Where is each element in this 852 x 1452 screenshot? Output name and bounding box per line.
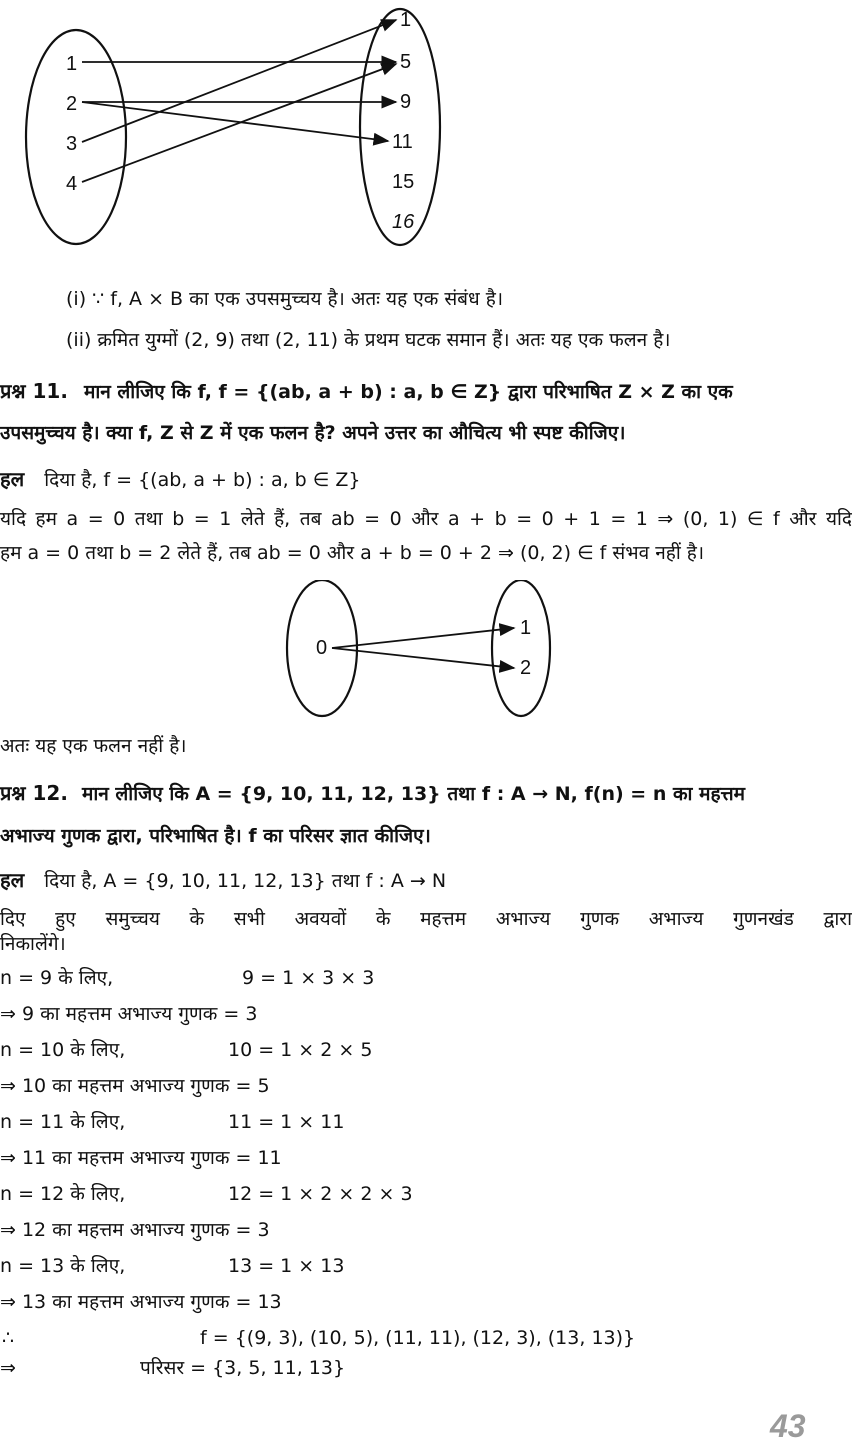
q11-conclusion: अतः यह एक फलन नहीं है।	[0, 735, 187, 757]
q11-line2: उपसमुच्चय है। क्या f, Z से Z में एक फलन है? अपने उत्तर का औचित्य भी स्पष्ट कीजिए।	[0, 422, 626, 444]
q12-sol-text1: दिए हुए समुच्चय के सभी अवयवों के महत्तम अभाज्य गुणक अभाज्य गुणनखंड द्वारा	[0, 908, 852, 930]
step-result: ⇒ 11 का महत्तम अभाज्य गुणक = 11	[0, 1147, 282, 1169]
q12-sol-text2: निकालेंगे।	[0, 933, 66, 955]
q11-text-1: मान लीजिए कि f, f = {(ab, a + b) : a, b ∈ Z} द्वारा परिभाषित Z × Z का एक	[83, 381, 733, 403]
q11-label: प्रश्न 11.	[0, 379, 68, 403]
set-b-ellipse	[360, 9, 440, 245]
step-factor: 12 = 1 × 2 × 2 × 3	[228, 1183, 413, 1205]
right-elem: 16	[392, 211, 415, 233]
final-function: f = {(9, 3), (10, 5), (11, 11), (12, 3), (13, 13)}	[200, 1327, 636, 1349]
step-result: ⇒ 12 का महत्तम अभाज्य गुणक = 3	[0, 1219, 270, 1241]
step-case: n = 10 के लिए,	[0, 1039, 126, 1061]
right-elem: 1	[400, 9, 412, 31]
q11-sol-line2: हम a = 0 तथा b = 2 लेते हैं, तब ab = 0 और a + b = 0 + 2 ⇒ (0, 2) ∈ f संभव नहीं है।	[0, 542, 705, 564]
domain-elem: 0	[316, 637, 328, 659]
step-result: ⇒ 13 का महत्तम अभाज्य गुणक = 13	[0, 1291, 282, 1313]
step-result: ⇒ 9 का महत्तम अभाज्य गुणक = 3	[0, 1003, 258, 1025]
implies-symbol: ⇒	[0, 1357, 16, 1379]
therefore-symbol: ∴	[2, 1327, 15, 1349]
q12-solution-given	[0, 868, 446, 893]
arrow-0-1	[332, 628, 514, 648]
mapping-diagram-1	[0, 0, 852, 260]
q12-line1	[0, 781, 745, 806]
q12-sol-label: हल	[0, 868, 25, 892]
q11-line1	[0, 379, 852, 404]
right-elem: 9	[400, 91, 412, 113]
left-elem: 1	[66, 53, 78, 75]
set-codomain-ellipse	[492, 580, 550, 716]
arrow-0-2	[332, 648, 514, 668]
left-elem: 4	[66, 173, 78, 195]
step-result: ⇒ 10 का महत्तम अभाज्य गुणक = 5	[0, 1075, 270, 1097]
left-elem: 2	[66, 93, 78, 115]
q12-text-1: मान लीजिए कि A = {9, 10, 11, 12, 13} तथा f : A → N, f(n) = n का महत्तम	[81, 783, 746, 805]
step-factor: 9 = 1 × 3 × 3	[242, 967, 375, 989]
mapping-diagram-2	[0, 580, 852, 720]
q11-sol-label: हल	[0, 467, 25, 491]
left-elem: 3	[66, 133, 78, 155]
note-ii: (ii) क्रमित युग्मों (2, 9) तथा (2, 11) के प्रथम घटक समान हैं। अतः यह एक फलन है।	[66, 329, 671, 351]
step-factor: 11 = 1 × 11	[228, 1111, 345, 1133]
q11-sol-line1: यदि हम a = 0 तथा b = 1 लेते हैं, तब ab = 0 और a + b = 0 + 1 = 1 ⇒ (0, 1) ∈ f और यदि	[0, 508, 852, 530]
step-case: n = 13 के लिए,	[0, 1255, 126, 1277]
step-factor: 13 = 1 × 13	[228, 1255, 345, 1277]
q12-label: प्रश्न 12.	[0, 781, 68, 805]
right-elem: 11	[392, 131, 413, 153]
q11-given: दिया है, f = {(ab, a + b) : a, b ∈ Z}	[44, 469, 361, 491]
codomain-elem: 1	[520, 617, 532, 639]
range-result: परिसर = {3, 5, 11, 13}	[140, 1357, 346, 1379]
step-factor: 10 = 1 × 2 × 5	[228, 1039, 373, 1061]
step-case: n = 9 के लिए,	[0, 967, 114, 989]
page-number: 43	[770, 1408, 806, 1444]
q11-solution-given	[0, 467, 360, 492]
note-i: (i) ∵ f, A × B का एक उपसमुच्चय है। अतः यह एक संबंध है।	[66, 288, 504, 310]
q12-given: दिया है, A = {9, 10, 11, 12, 13} तथा f : A → N	[44, 870, 447, 892]
arrow-2-11	[82, 102, 388, 141]
q12-line2: अभाज्य गुणक द्वारा, परिभाषित है। f का परिसर ज्ञात कीजिए।	[0, 825, 431, 847]
step-case: n = 11 के लिए,	[0, 1111, 126, 1133]
right-elem: 5	[400, 51, 412, 73]
step-case: n = 12 के लिए,	[0, 1183, 126, 1205]
codomain-elem: 2	[520, 657, 532, 679]
right-elem: 15	[392, 171, 415, 193]
